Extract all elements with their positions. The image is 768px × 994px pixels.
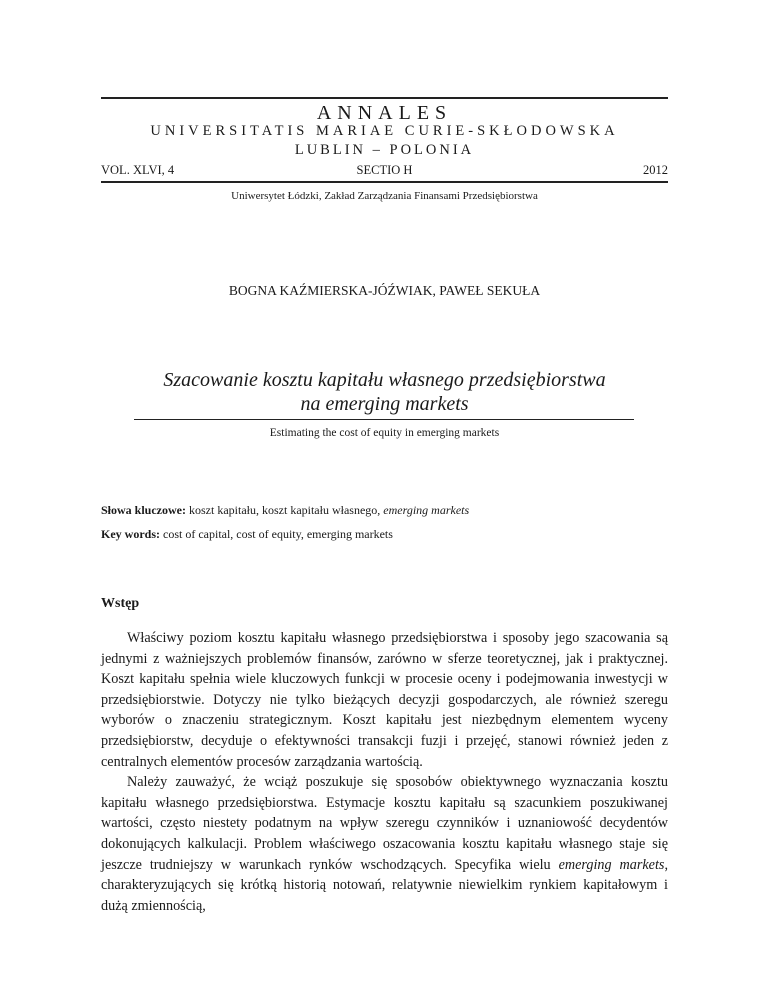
paragraph-2-italic: emerging markets [558, 856, 665, 873]
keywords-polish-label: Słowa kluczowe: [101, 503, 186, 517]
keywords-polish-italic: emerging markets [383, 503, 470, 517]
paragraph-2-part-2: , charakteryzujących się krótką historią notowań, relatywnie niewielkim rynkiem kapitałowym i dużą zmiennością, [101, 856, 668, 914]
affiliation: Uniwersytet Łódzki, Zakład Zarządzania Finansami Przedsiębiorstwa [231, 190, 538, 202]
journal-year: 2012 [643, 163, 668, 177]
body-text [101, 628, 668, 916]
title-rule [134, 419, 634, 420]
journal-meta-row [101, 161, 668, 179]
journal-university: UNIVERSITATIS MARIAE CURIE-SKŁODOWSKA [150, 123, 619, 139]
paragraph-2-part-1: Należy zauważyć, że wciąż poszukuje się sposobów obiektywnego wyznaczania kosztu kapitału własnego przedsiębiorstwa. Estymacje kosztu kapitału są szacunkiem poszukiwanej wartości, często niestety podatnym na wpływ szeregu czynników i uznaniowość decydentów dokonujących kalkulacji. Problem właściwego oszacowania kosztu kapitału własnego staje się jeszcze trudniejszy w warunkach rynków wschodzących. Specyfika wielu [101, 774, 668, 873]
article-title-line-2: na emerging markets [300, 393, 469, 415]
paragraph-1: Właściwy poziom kosztu kapitału własnego przedsiębiorstwa i sposoby jego szacowania są jednymi z ważniejszych problemów finansów, zarówno w sferze teoretycznej, jak i praktycznej. Koszt kapitału spełnia wiele kluczowych funkcji w procesie oceny i podejmowania inwestycji w przedsiębiorstwie. Dotyczy nie tylko bieżących decyzji gospodarczych, ale również szeregu wyborów o znaczeniu strategicznym. Koszt kapitału jest niezbędnym elementem wyceny przedsiębiorstw, decyduje o efektywności transakcji fuzji i przejęć, stanowi również jeden z centralnych elementów procesów zarządzania wartością. [101, 630, 668, 770]
header-bottom-rule [101, 181, 668, 183]
keywords-english [101, 526, 668, 542]
keywords-english-label: Key words: [101, 527, 160, 541]
journal-name: ANNALES [316, 102, 453, 124]
journal-section: SECTIO H [356, 163, 413, 177]
article-title-line-1: Szacowanie kosztu kapitału własnego przedsiębiorstwa [163, 369, 606, 391]
article-title [101, 368, 668, 416]
journal-city: LUBLIN – POLONIA [294, 142, 475, 158]
english-title: Estimating the cost of equity in emerging markets [269, 427, 500, 439]
header-top-rule [101, 97, 668, 99]
keywords-polish [101, 502, 668, 518]
keywords-polish-text: koszt kapitału, koszt kapitału własnego, [189, 503, 381, 517]
authors: BOGNA KAŹMIERSKA-JÓŹWIAK, PAWEŁ SEKUŁA [228, 283, 541, 298]
paragraph-2 [101, 772, 668, 916]
keywords-english-text: cost of capital, cost of equity, emerging markets [163, 527, 393, 541]
journal-volume: VOL. XLVI, 4 [101, 163, 175, 177]
section-heading: Wstęp [101, 596, 140, 611]
